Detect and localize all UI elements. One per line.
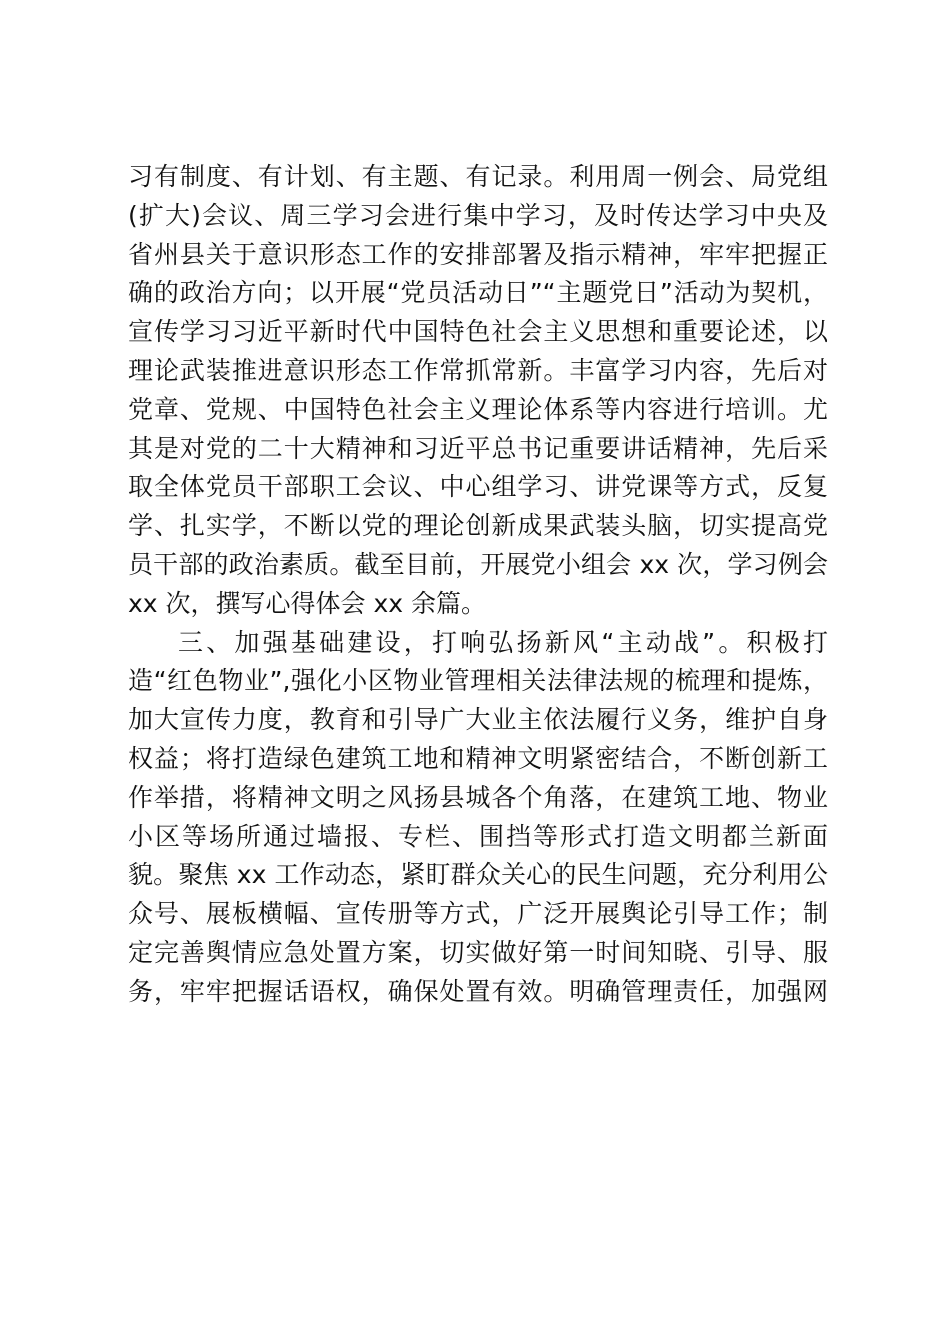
text-line: 确的政治方向；以开展“党员活动日”“主题党日”活动为契机， (128, 278, 828, 308)
text-line: 理论武装推进意识形态工作常抓常新。丰富学习内容，先后对 (128, 355, 828, 385)
text-line: 员干部的政治素质。截至目前，开展党小组会 xx 次，学习例会 (128, 549, 828, 579)
text-line: (扩大)会议、周三学习会进行集中学习，及时传达学习中央及 (128, 200, 828, 230)
text-line: 貌。聚焦 xx 工作动态，紧盯群众关心的民生问题，充分利用公 (128, 860, 828, 890)
text-line: 省州县关于意识形态工作的安排部署及指示精神，牢牢把握正 (128, 239, 828, 269)
text-line: 权益；将打造绿色建筑工地和精神文明紧密结合，不断创新工 (128, 743, 828, 773)
text-line: 取全体党员干部职工会议、中心组学习、讲党课等方式，反复 (128, 472, 828, 502)
text-line: 宣传学习习近平新时代中国特色社会主义思想和重要论述，以 (128, 317, 828, 347)
text-line: 作举措，将精神文明之风扬县城各个角落，在建筑工地、物业 (128, 782, 828, 812)
text-line: 党章、党规、中国特色社会主义理论体系等内容进行培训。尤 (128, 394, 828, 424)
text-line: 加大宣传力度，教育和引导广大业主依法履行义务，维护自身 (128, 705, 828, 735)
text-line: 众号、展板横幅、宣传册等方式，广泛开展舆论引导工作；制 (128, 899, 828, 929)
text-line: 习有制度、有计划、有主题、有记录。利用周一例会、局党组 (128, 162, 828, 191)
body-text (128, 158, 828, 1012)
text-line: 学、扎实学，不断以党的理论创新成果武装头脑，切实提高党 (128, 511, 828, 541)
text-line: 三、加强基础建设，打响弘扬新风“主动战”。积极打 (178, 627, 828, 657)
text-line: 小区等场所通过墙报、专栏、围挡等形式打造文明都兰新面 (128, 821, 828, 851)
text-line: 其是对党的二十大精神和习近平总书记重要讲话精神，先后采 (128, 433, 828, 463)
text-line: 造“红色物业”,强化小区物业管理相关法律法规的梳理和提炼， (128, 666, 828, 696)
text-line: xx 次，撰写心得体会 xx 余篇。 (128, 588, 487, 618)
text-line: 务，牢牢把握话语权，确保处置有效。明确管理责任，加强网 (128, 976, 828, 1006)
text-line: 定完善舆情应急处置方案，切实做好第一时间知晓、引导、服 (128, 937, 828, 967)
